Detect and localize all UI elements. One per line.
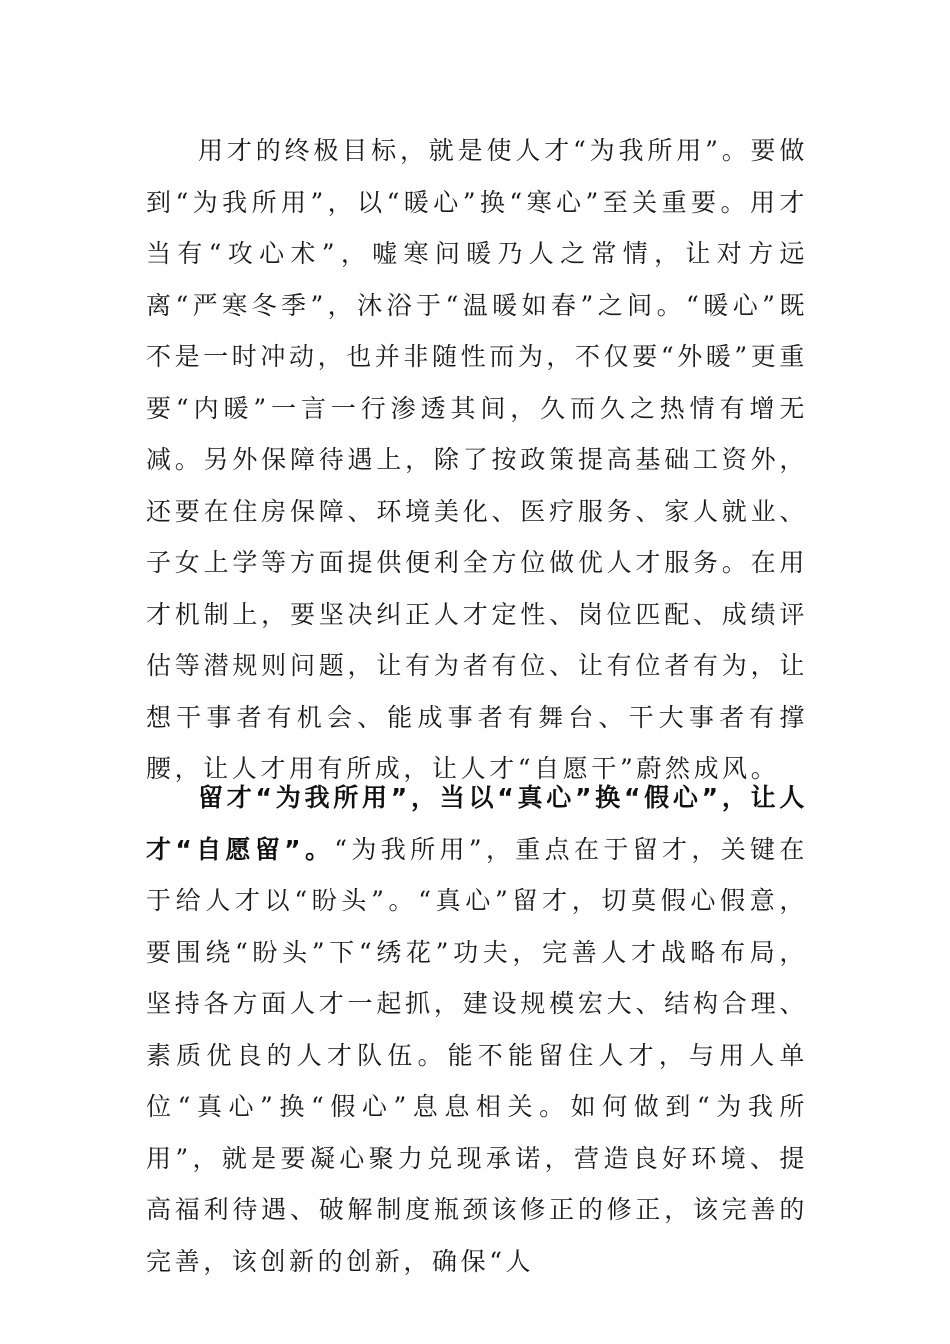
paragraph-2-body: “为我所用”，重点在于留才，关键在于给人才以“盼头”。“真心”留才，切莫假心假意，要围绕“盼头”下“绣花”功夫，完善人才战略布局，坚持各方面人才一起抓，建设规模宏大、结构合理、素质优良的人才队伍。能不能留住人才，与用人单位“真心”换“假心”息息相关。如何做到“为我所用”，就是要凝心聚力兑现承诺，营造良好环境、提高福利待遇、破解制度瓶颈该修正的修正，该完善的完善，该创新的创新，确保“人 bbox=[146, 834, 809, 1276]
paragraph-2-heading: 留才“为我所用”，当以“真心”换“假心”，让人才“自愿留”。 bbox=[146, 783, 808, 864]
paragraph-1: 用才的终极目标，就是使人才“为我所用”。要做到“为我所用”，以“暖心”换“寒心”至关重要。用才当有“攻心术”，嘘寒问暖乃人之常情，让对方远离“严寒冬季”，沐浴于“温暖如春”之间。“暖心”既不是一时冲动，也并非随性而为，不仅要“外暖”更重要“内暖”一言一行渗透其间，久而久之热情有增无减。另外保障待遇上，除了按政策提高基础工资外，还要在住房保障、环境美化、医疗服务、家人就业、子女上学等方面提供便利全方位做优人才服务。在用才机制上，要坚决纠正人才定性、岗位匹配、成绩评估等潜规则问题，让有为者有位、让有位者有为，让想干事者有机会、能成事者有舞台、干大事者有撑腰，让人才用有所成，让人才“自愿干”蔚然成风。 bbox=[146, 136, 808, 783]
paragraph-2 bbox=[146, 772, 808, 1287]
